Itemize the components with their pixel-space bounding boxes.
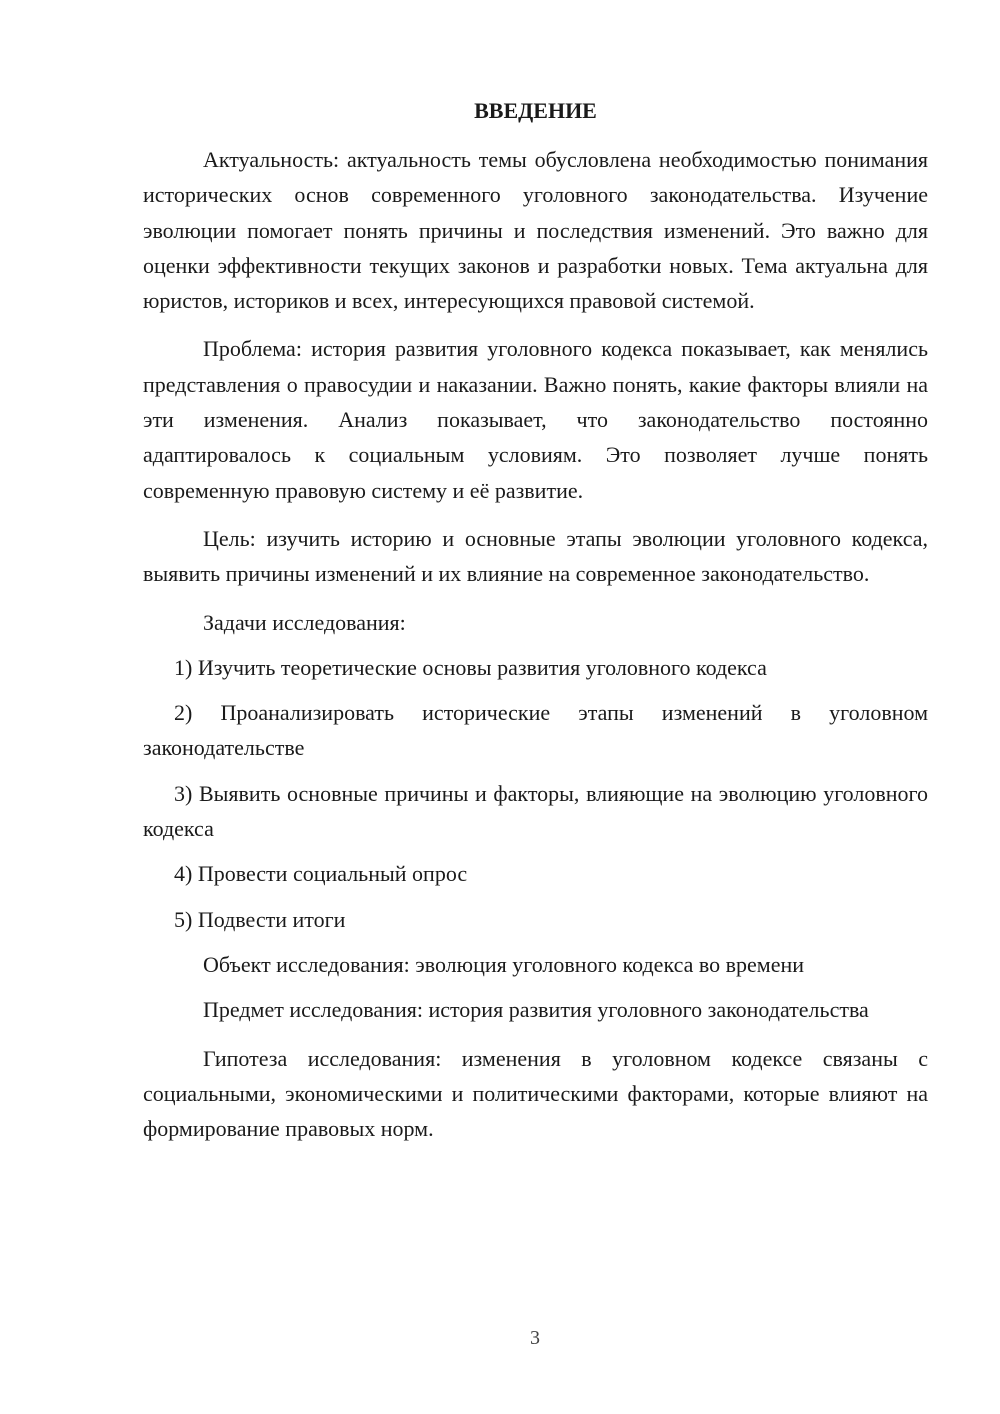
paragraph-object: Объект исследования: эволюция уголовного кодекса во времени bbox=[203, 951, 805, 977]
paragraph-goal: Цель: изучить историю и основные этапы эволюции уголовного кодекса, выявить причины изменений и их влияние на современное законодательство. bbox=[143, 525, 928, 587]
task-item-2: 2) Проанализировать исторические этапы изменений в уголовном законодательстве bbox=[143, 700, 928, 761]
paragraph-problem: Проблема: история развития уголовного кодекса показывает, как менялись представления о правосудии и наказании. Важно понять, какие факторы влияли на эти изменения. Анализ показывает, что законодательство постоянно адаптировалось к социальным условиям. Это позволяет лучше понять современную правовую систему и её развитие. bbox=[143, 336, 928, 503]
task-item-4: 4) Провести социальный опрос bbox=[174, 861, 468, 887]
paragraph-relevance: Актуальность: актуальность темы обусловлена необходимостью понимания исторических основ современного уголовного законодательства. Изучение эволюции помогает понять причины и последствия изменений. Это важно для оценки эффективности текущих законов и разработки новых. Тема актуальна для юристов, историков и всех, интересующихся правовой системой. bbox=[143, 147, 928, 314]
section-title: ВВЕДЕНИЕ bbox=[474, 98, 597, 123]
task-item-1: 1) Изучить теоретические основы развития уголовного кодекса bbox=[174, 654, 767, 680]
paragraph-subject: Предмет исследования: история развития уголовного законодательства bbox=[203, 997, 869, 1023]
page-content bbox=[143, 93, 928, 1146]
task-item-3: 3) Выявить основные причины и факторы, влияющие на эволюцию уголовного кодекса bbox=[143, 780, 928, 842]
task-item-5: 5) Подвести итоги bbox=[174, 906, 346, 932]
paragraph-hypothesis: Гипотеза исследования: изменения в уголовном кодексе связаны с социальными, экономическими и политическими факторами, которые влияют на формирование правовых норм. bbox=[143, 1045, 928, 1142]
tasks-heading: Задачи исследования: bbox=[203, 609, 406, 635]
page-number: 3 bbox=[530, 1327, 540, 1349]
